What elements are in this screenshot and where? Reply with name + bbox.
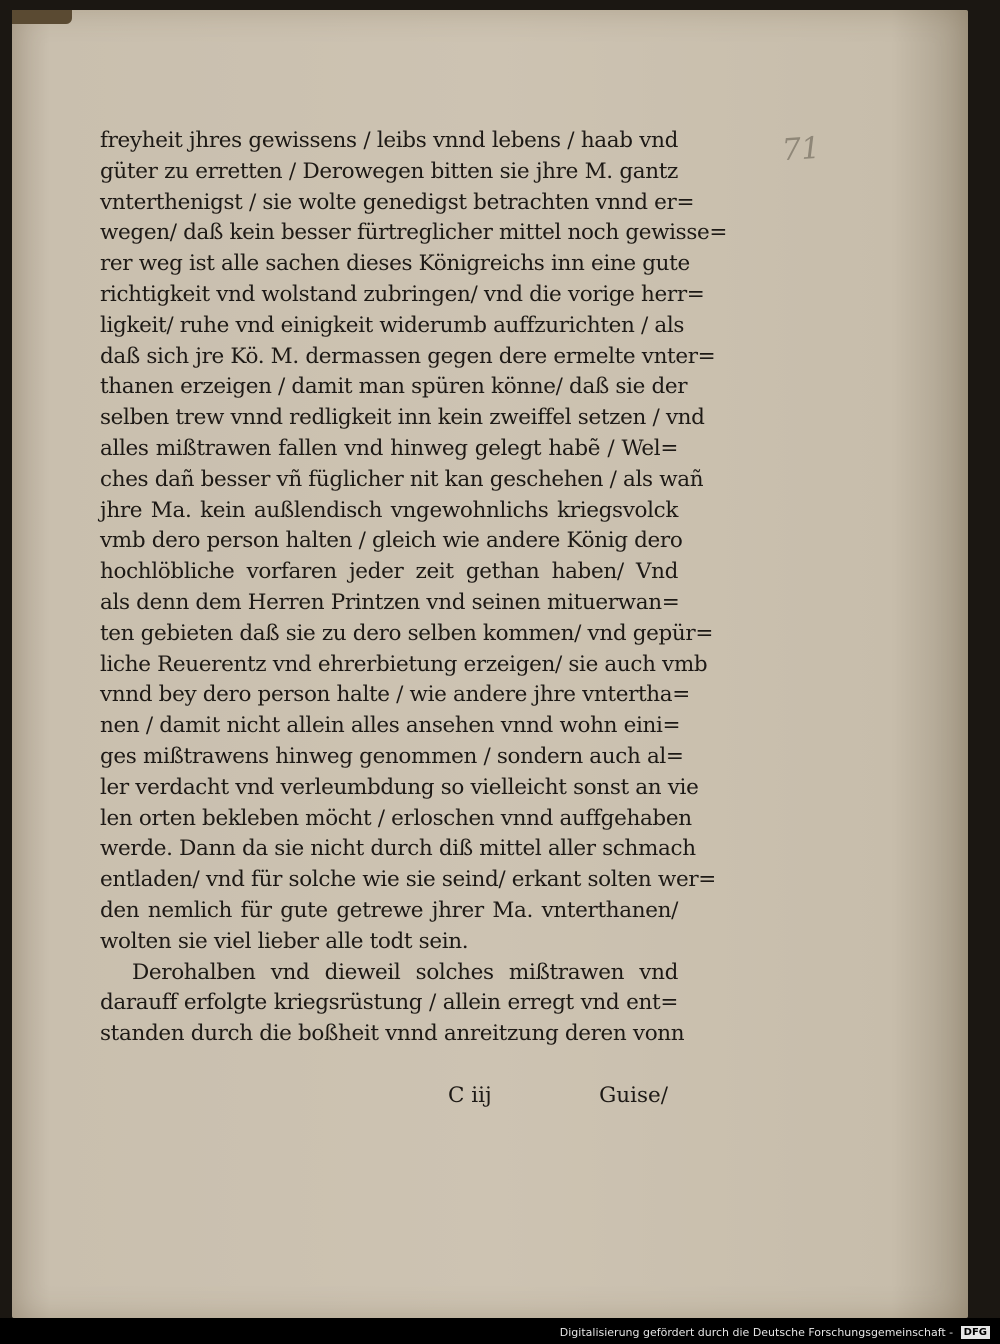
page-corner-shadow	[12, 10, 72, 24]
text-line: selben trew vnnd redligkeit inn kein zweiffel setzen / vnd	[100, 405, 705, 431]
text-line: ges mißtrawens hinweg genommen / sondern auch al=	[100, 743, 684, 769]
text-line: werde. Dann da sie nicht durch diß mittel aller schmach	[100, 836, 696, 862]
text-line: jhre Ma. kein außlendisch vngewohnlichs kriegsvolck	[100, 497, 678, 523]
text-line: thanen erzeigen / damit man spüren könne/ daß sie der	[100, 374, 688, 400]
text-line: ches dañ besser vñ füglicher nit kan geschehen / als wañ	[100, 466, 704, 492]
text-line: vnnd bey dero person halte / wie andere jhre vntertha=	[100, 682, 690, 708]
footer-text: Digitalisierung gefördert durch die Deutsche Forschungsgemeinschaft -	[559, 1325, 954, 1339]
text-line: entladen/ vnd für solche wie sie seind/ erkant solten wer=	[100, 867, 716, 893]
body-text	[100, 126, 728, 1050]
folio-number: 71	[780, 130, 822, 169]
text-line: daß sich jre Kö. M. dermassen gegen dere ermelte vnter=	[100, 343, 716, 369]
text-line: rer weg ist alle sachen dieses Königreichs inn eine gute	[100, 251, 690, 277]
text-line: als denn dem Herren Printzen vnd seinen mituerwan=	[100, 589, 680, 615]
text-line: alles mißtrawen fallen vnd hinweg gelegt habẽ / Wel=	[100, 435, 678, 461]
text-line: ten gebieten daß sie zu dero selben kommen/ vnd gepür=	[100, 620, 714, 646]
text-line: güter zu erretten / Derowegen bitten sie jhre M. gantz	[100, 158, 678, 184]
text-line: darauff erfolgte kriegsrüstung / allein erregt vnd ent=	[100, 990, 678, 1016]
signature-mark: C iij	[448, 1083, 492, 1108]
text-line: liche Reuerentz vnd ehrerbietung erzeigen/ sie auch vmb	[100, 651, 708, 677]
text-line: ligkeit/ ruhe vnd einigkeit widerumb auffzurichten / als	[100, 312, 685, 338]
text-line: richtigkeit vnd wolstand zubringen/ vnd die vorige herr=	[100, 281, 705, 307]
dfg-logo-icon: DFG	[961, 1326, 990, 1339]
book-page	[12, 10, 968, 1318]
text-line: standen durch die boßheit vnnd anreitzung deren vonn	[100, 1021, 685, 1047]
footer-credit	[560, 1326, 990, 1340]
text-line: ler verdacht vnd verleumbdung so vielleicht sonst an vie	[100, 774, 699, 800]
text-line: hochlöbliche vorfaren jeder zeit gethan haben/ Vnd	[100, 559, 678, 585]
text-line: freyheit jhres gewissens / leibs vnnd lebens / haab vnd	[100, 128, 678, 153]
text-line: nen / damit nicht allein alles ansehen vnnd wohn eini=	[100, 713, 681, 739]
text-line: den nemlich für gute getrewe jhrer Ma. vnterthanen/	[100, 897, 678, 923]
catchword: Guise/	[599, 1083, 668, 1108]
footer-bar	[0, 1318, 1000, 1344]
text-line: wolten sie viel lieber alle todt sein.	[100, 928, 469, 954]
text-line: wegen/ daß kein besser fürtreglicher mittel noch gewisse=	[100, 220, 728, 246]
text-line: vmb dero person halten / gleich wie andere König dero	[100, 528, 683, 554]
text-line: vnterthenigst / sie wolte genedigst betrachten vnnd er=	[100, 189, 695, 215]
text-line: len orten bekleben möcht / erloschen vnnd auffgehaben	[100, 805, 692, 831]
text-line: Derohalben vnd dieweil solches mißtrawen vnd	[132, 959, 678, 985]
catchline	[100, 1083, 678, 1113]
